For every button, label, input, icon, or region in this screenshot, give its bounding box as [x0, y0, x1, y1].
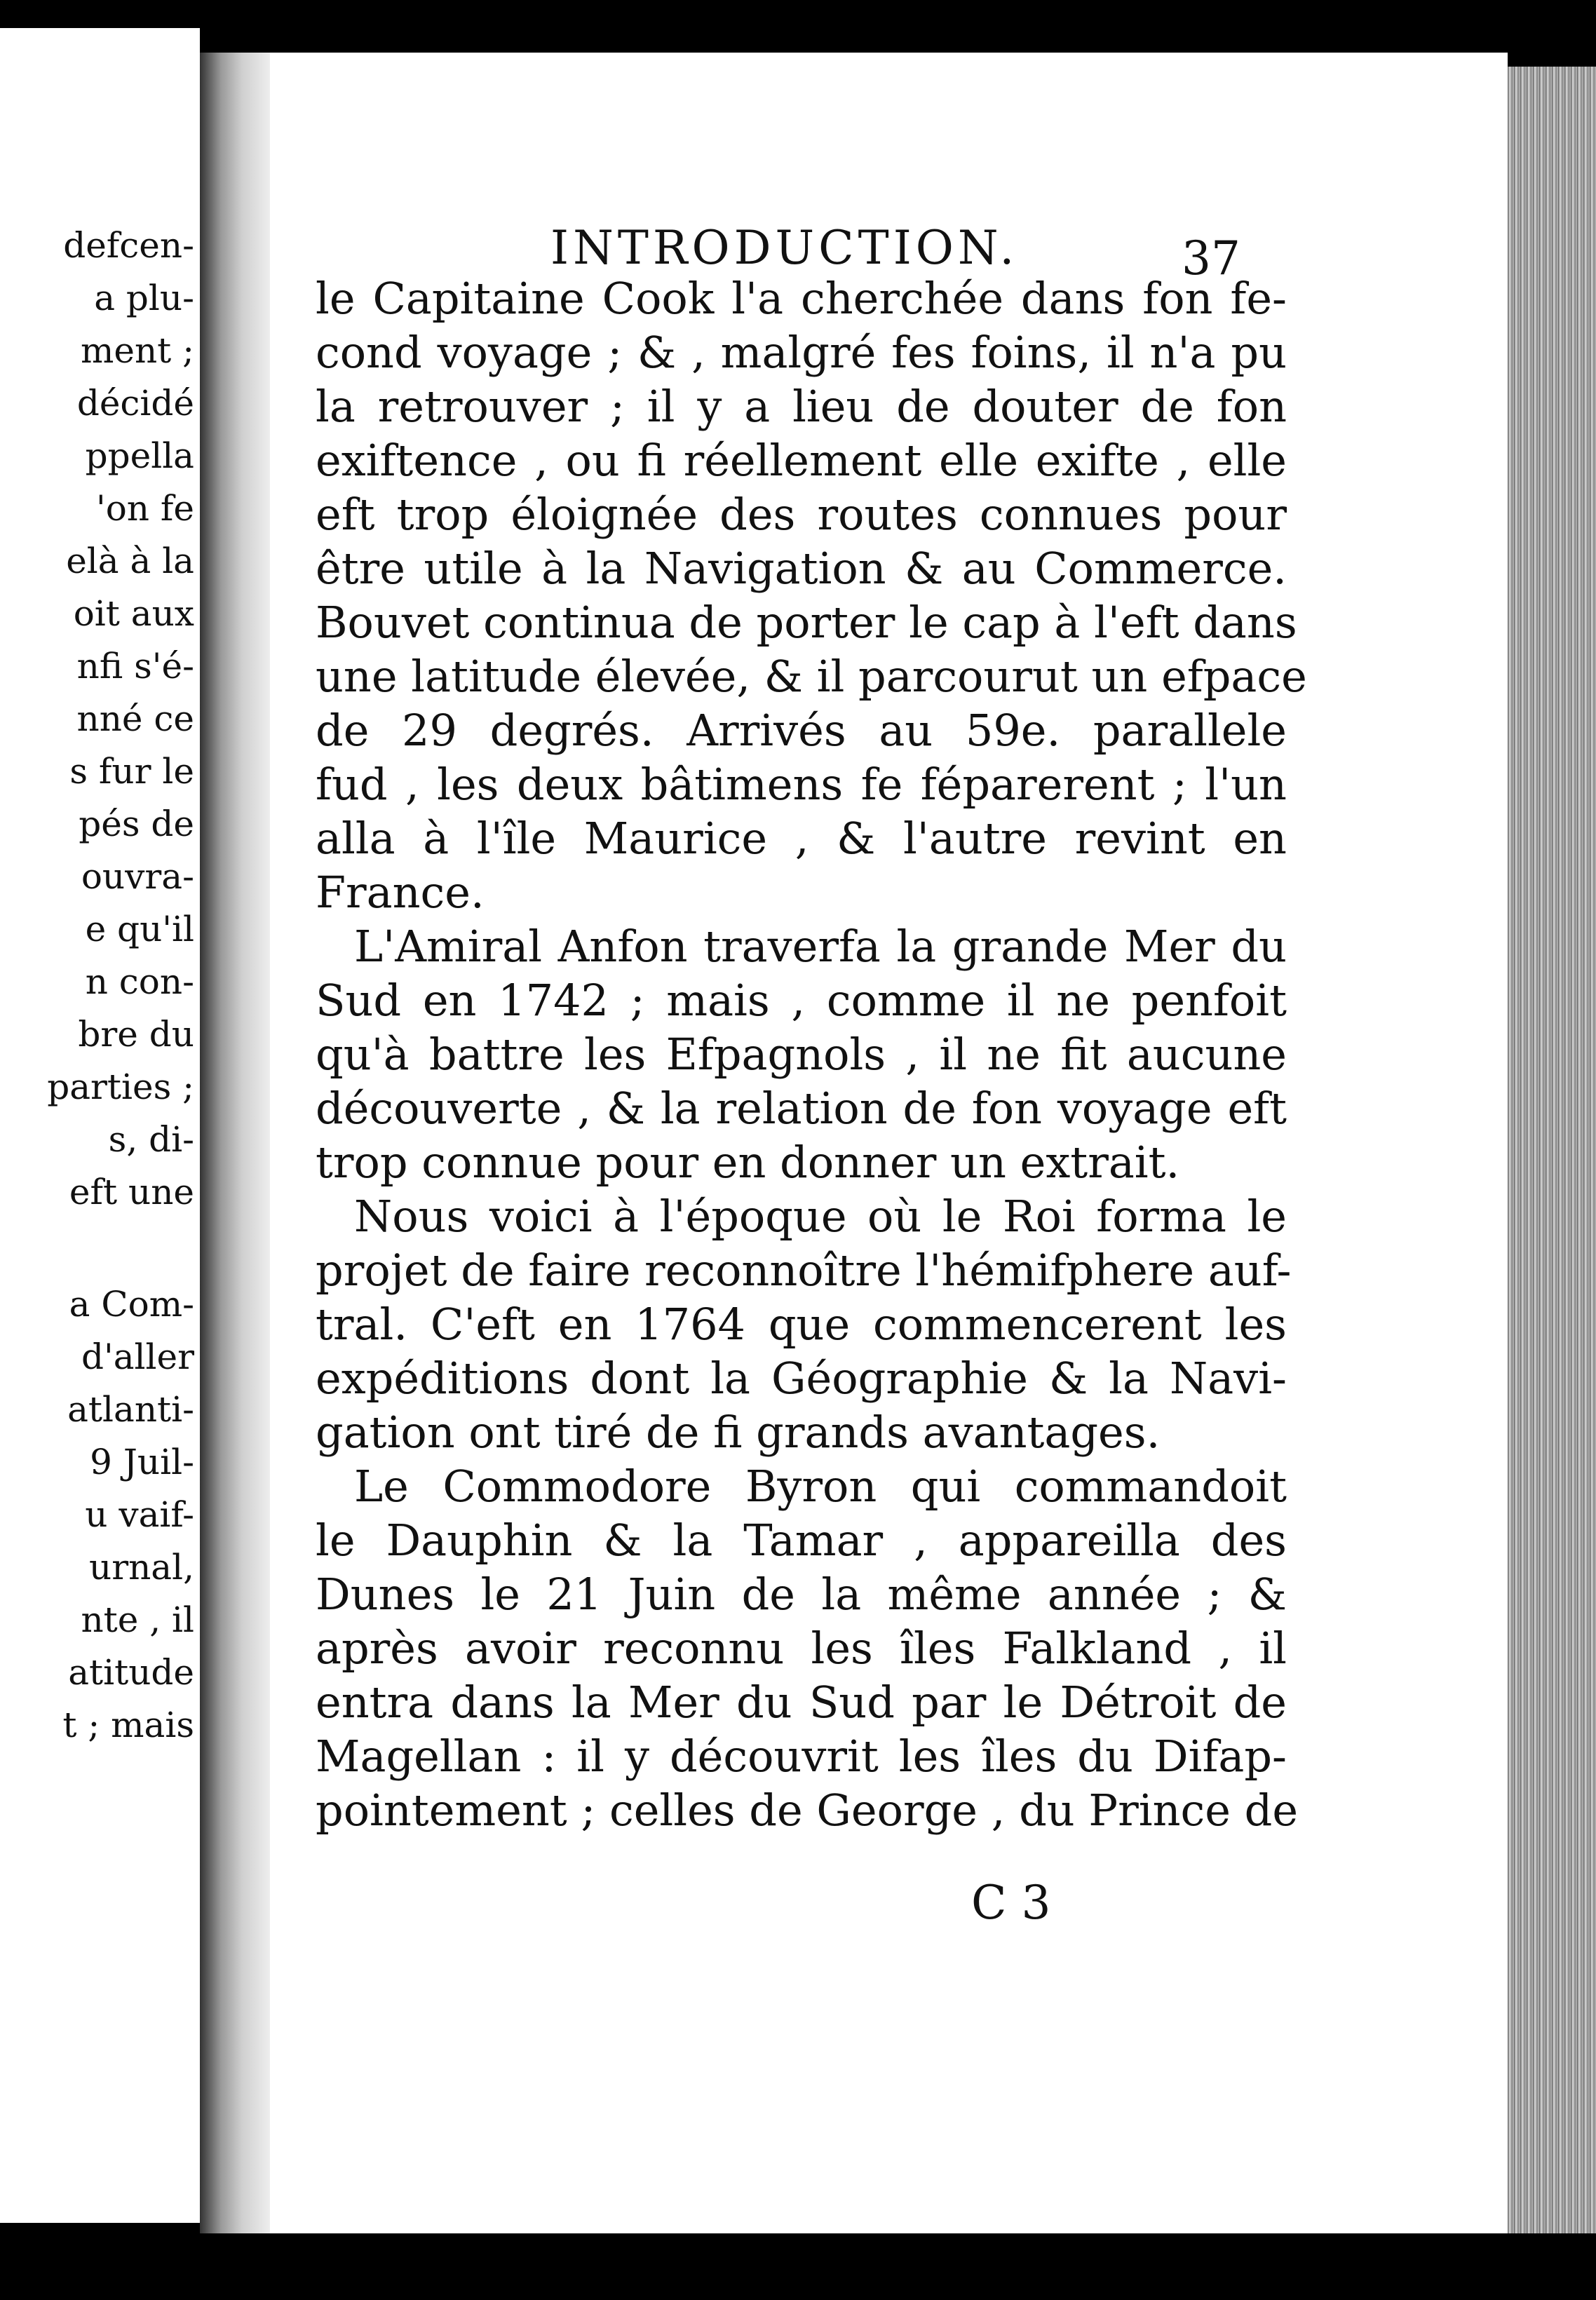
- left-fragment: s, di-: [108, 1119, 194, 1160]
- left-page: [0, 28, 200, 2223]
- left-fragment: n con-: [85, 961, 194, 1002]
- page-number: 37: [1182, 231, 1240, 285]
- left-fragment: e qu'il: [85, 909, 194, 949]
- text-line: Dunes le 21 Juin de la même année ; &: [316, 1569, 1287, 1620]
- text-line: Le Commodore Byron qui commandoit: [354, 1461, 1287, 1512]
- left-fragment: décidé: [76, 383, 194, 424]
- text-line: gation ont tiré de fi grands avantages.: [316, 1407, 1161, 1458]
- text-line: alla à l'île Maurice , & l'autre revint en: [316, 813, 1287, 864]
- left-fragment: ment ;: [80, 330, 194, 371]
- left-fragment: t ; mais: [62, 1705, 194, 1745]
- running-head: INTRODUCTION.: [550, 221, 1019, 275]
- left-fragment: atlanti-: [67, 1389, 194, 1430]
- page-edges: [1508, 67, 1596, 2233]
- text-line: Sud en 1742 ; mais , comme il ne penfoit: [316, 975, 1287, 1026]
- text-line: fud , les deux bâtimens fe féparerent ; l'un: [316, 759, 1287, 810]
- text-line: être utile à la Navigation & au Commerce.: [316, 543, 1287, 594]
- left-fragment: urnal,: [89, 1547, 194, 1588]
- text-line: pointement ; celles de George , du Prince de: [316, 1785, 1299, 1836]
- text-line: une latitude élevée, & il parcourut un efpace: [316, 651, 1307, 702]
- left-fragment: pés de: [79, 804, 194, 844]
- text-line: de 29 degrés. Arrivés au 59e. parallele: [316, 705, 1287, 756]
- left-fragment: s fur le: [69, 751, 194, 792]
- text-line: après avoir reconnu les îles Falkland , il: [316, 1623, 1287, 1674]
- text-line: cond voyage ; & , malgré fes foins, il n'a pu: [316, 327, 1287, 378]
- left-fragment: d'aller: [81, 1337, 194, 1377]
- text-line: L'Amiral Anfon traverfa la grande Mer du: [354, 921, 1287, 972]
- text-line: Magellan : il y découvrit les îles du Difap-: [316, 1731, 1287, 1782]
- left-fragment: defcen-: [63, 225, 194, 266]
- book-gutter: [200, 53, 270, 2233]
- left-fragment: ppella: [85, 435, 194, 476]
- text-line: expéditions dont la Géographie & la Navi-: [316, 1353, 1287, 1404]
- left-fragment: ouvra-: [81, 856, 194, 897]
- left-fragment: u vaif-: [85, 1494, 194, 1535]
- left-fragment: bre du: [78, 1014, 194, 1055]
- left-fragment: 'on fe: [95, 488, 194, 529]
- left-fragment: a plu-: [94, 278, 194, 318]
- text-line: trop connue pour en donner un extrait.: [316, 1137, 1180, 1188]
- text-line: Bouvet continua de porter le cap à l'eft dans: [316, 597, 1297, 648]
- text-line: exiftence , ou fi réellement elle exifte , elle: [316, 435, 1287, 486]
- text-line: la retrouver ; il y a lieu de douter de fon: [316, 381, 1287, 432]
- left-fragment: eft une: [69, 1172, 194, 1212]
- left-fragment: elà à la: [66, 541, 194, 581]
- left-fragment: oit aux: [73, 593, 194, 634]
- text-line: découverte , & la relation de fon voyage eft: [316, 1083, 1287, 1134]
- text-line: France.: [316, 867, 485, 918]
- text-line: eft trop éloignée des routes connues pour: [316, 489, 1287, 540]
- left-fragment: atitude: [68, 1652, 194, 1693]
- left-fragment: nte , il: [81, 1599, 194, 1640]
- text-line: tral. C'eft en 1764 que commencerent les: [316, 1299, 1287, 1350]
- right-page: [270, 53, 1508, 2233]
- left-fragment: 9 Juil-: [90, 1442, 194, 1482]
- text-line: entra dans la Mer du Sud par le Détroit de: [316, 1677, 1287, 1728]
- left-fragment: nfi s'é-: [76, 646, 194, 686]
- text-line: qu'à battre les Efpagnols , il ne fit aucune: [316, 1029, 1287, 1080]
- left-fragment: parties ;: [47, 1067, 194, 1107]
- text-line: Nous voici à l'époque où le Roi forma le: [354, 1191, 1287, 1242]
- text-line: le Dauphin & la Tamar , appareilla des: [316, 1515, 1287, 1566]
- left-fragment: a Com-: [69, 1284, 194, 1325]
- text-line: projet de faire reconnoître l'hémifphere auf-: [316, 1245, 1292, 1296]
- text-line: le Capitaine Cook l'a cherchée dans fon fe-: [316, 273, 1287, 324]
- signature-mark: C 3: [971, 1876, 1051, 1930]
- left-fragment: nné ce: [76, 698, 194, 739]
